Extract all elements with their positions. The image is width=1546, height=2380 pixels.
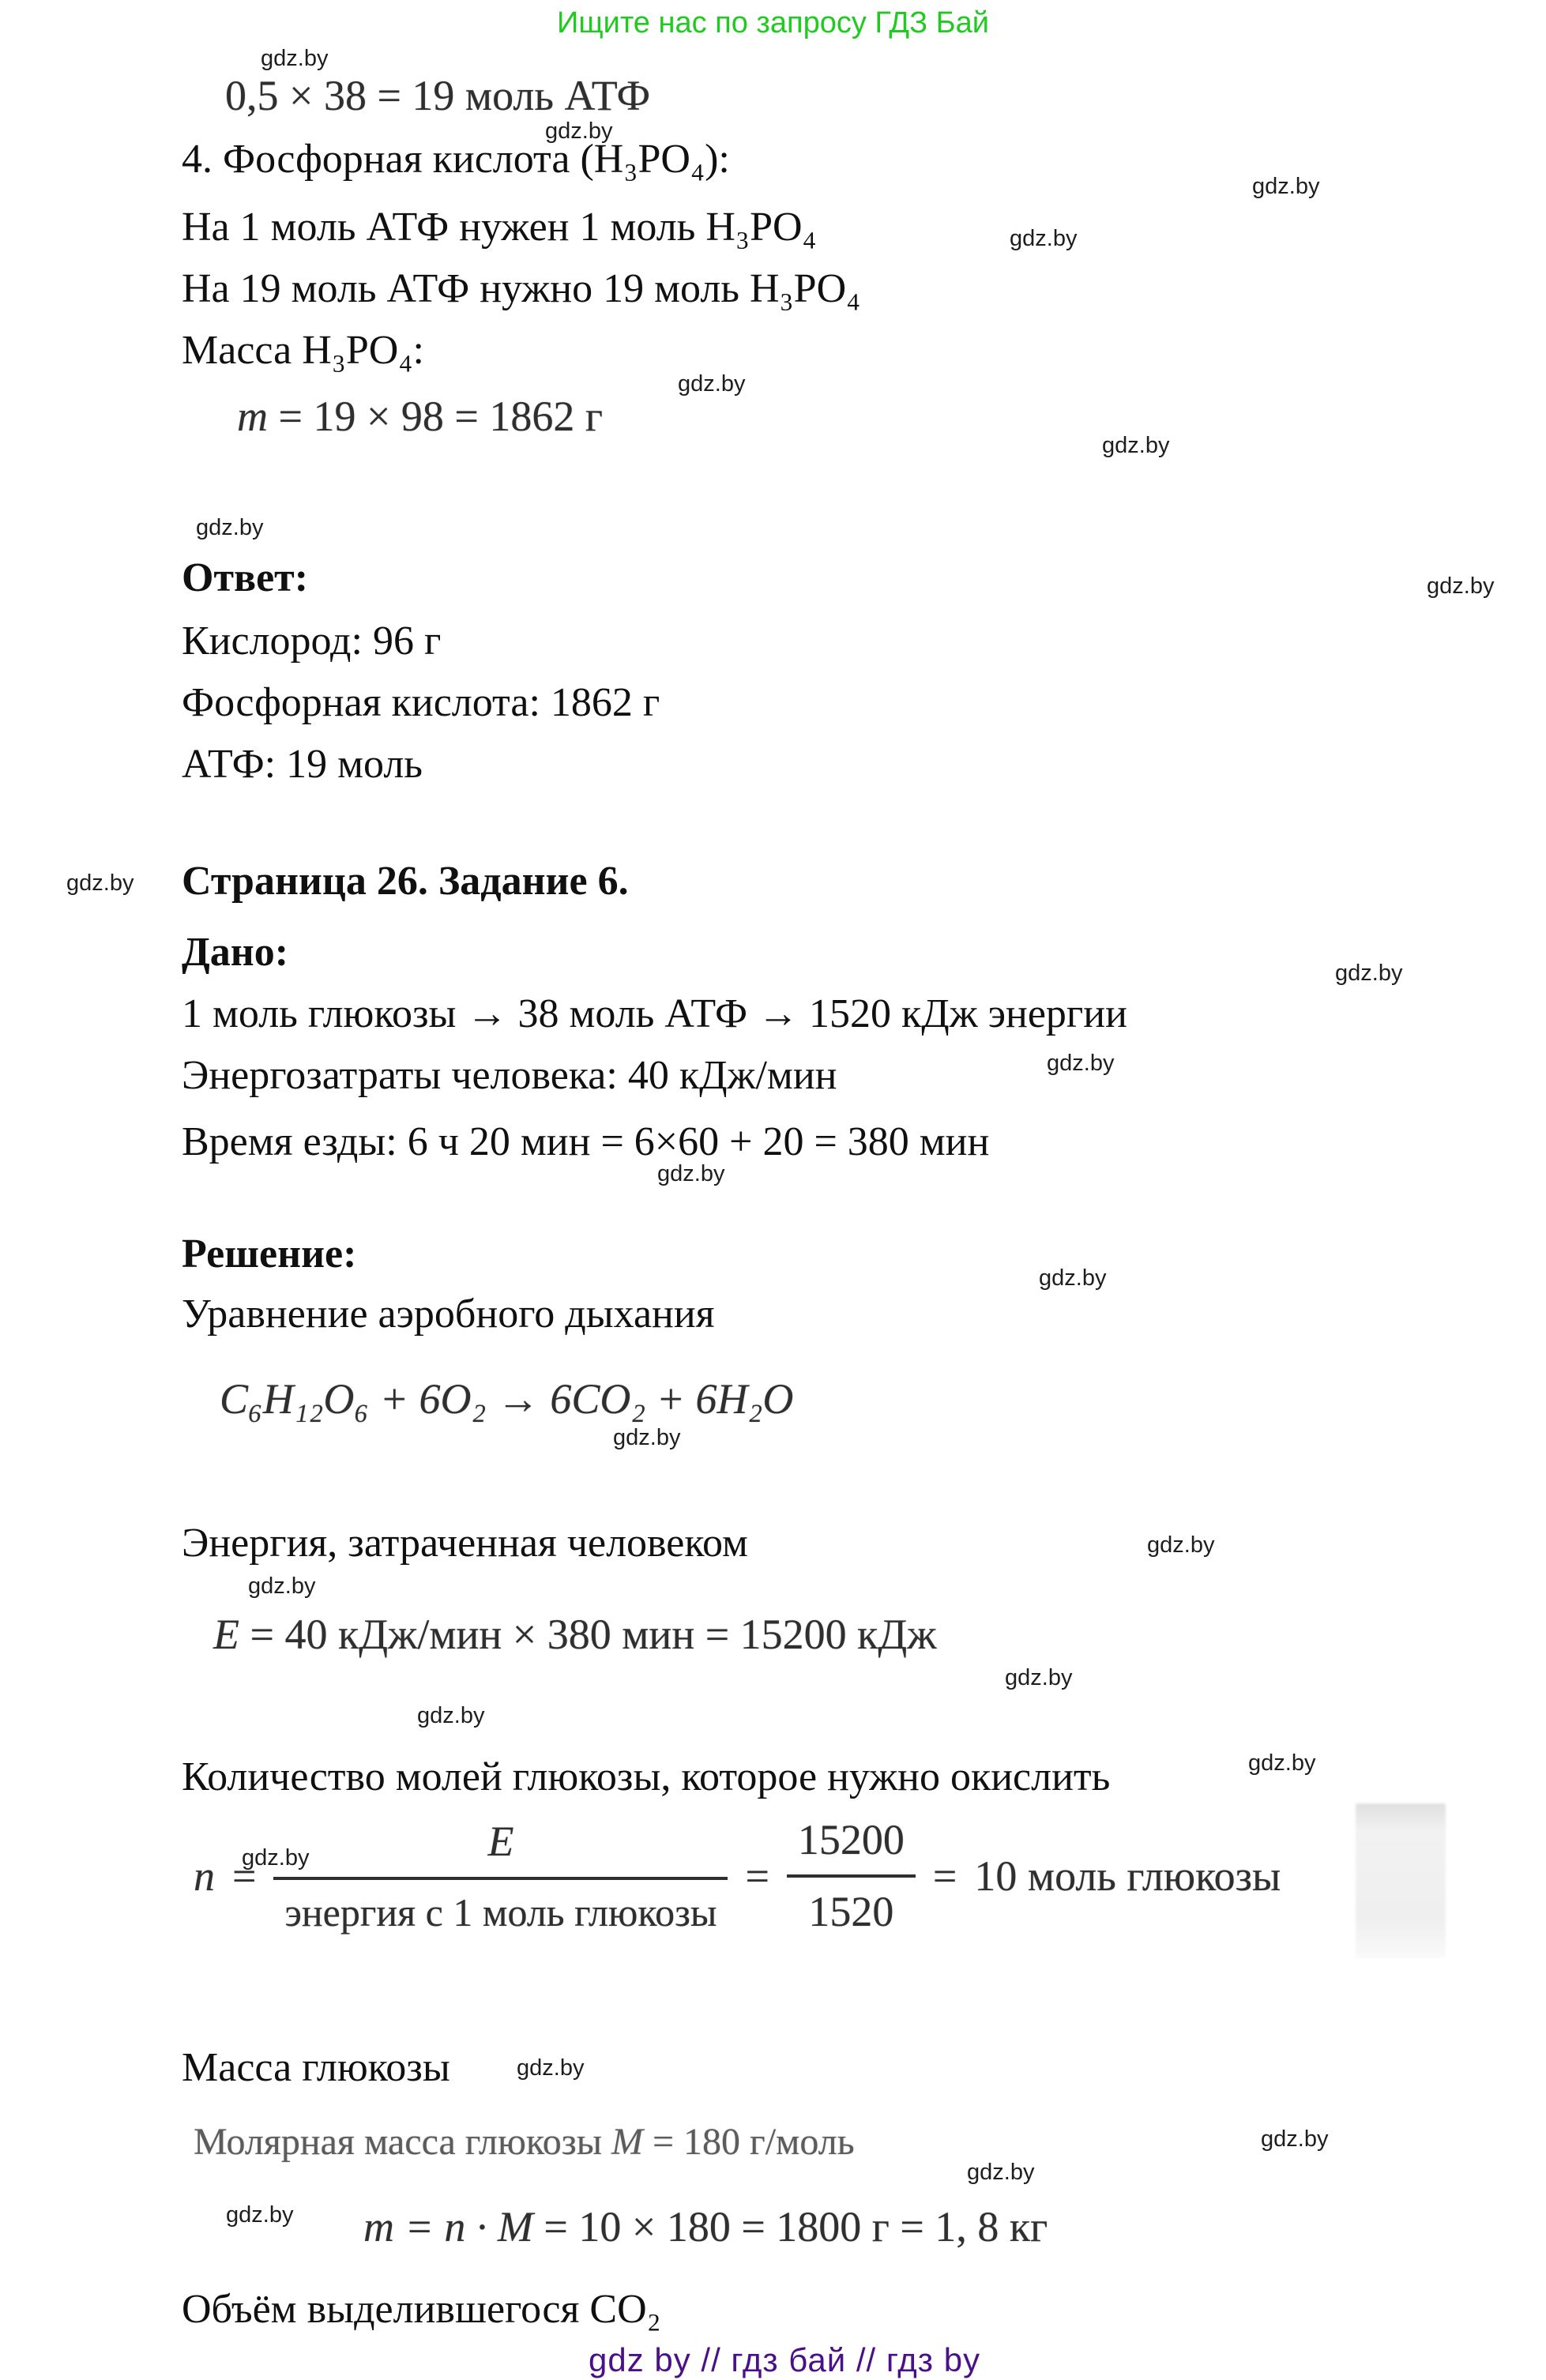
watermark: gdz.by [1427, 573, 1495, 599]
formula-variable: m [237, 393, 268, 440]
given-line-glucose: 1 моль глюкозы → 38 моль АТФ → 1520 кДж энергии [182, 991, 1127, 1036]
line-per-1-mole: На 1 моль АТФ нужен 1 моль H₃PO₄ [182, 205, 817, 250]
step4-label: Масса глюкозы [182, 2045, 450, 2090]
formula-glucose-moles [194, 1817, 1281, 1936]
step5-label: Объём выделившегося CO₂ [182, 2287, 661, 2332]
watermark: gdz.by [242, 1845, 310, 1871]
molar-mass-text: Молярная масса глюкозы [194, 2121, 611, 2163]
watermark: gdz.by [1248, 1750, 1316, 1776]
given-heading: Дано: [182, 930, 289, 975]
line-mass-label: Масса H₃PO₄: [182, 328, 424, 373]
step2-label: Энергия, затраченная человеком [182, 1521, 748, 1566]
answer-heading: Ответ: [182, 555, 309, 600]
fraction-denominator: энергия с 1 моль глюкозы [273, 1877, 728, 1934]
promo-header: Ищите нас по запросу ГДЗ Бай [557, 6, 989, 39]
solution-heading: Решение: [182, 1231, 357, 1276]
task6-heading: Страница 26. Задание 6. [182, 859, 629, 904]
watermark: gdz.by [196, 515, 264, 540]
watermark: gdz.by [613, 1425, 681, 1450]
fraction-denominator: 1520 [787, 1874, 916, 1935]
formula-variable: E [213, 1611, 239, 1658]
watermark: gdz.by [1261, 2126, 1329, 2152]
watermark: gdz.by [1005, 1665, 1073, 1690]
watermark: gdz.by [1102, 433, 1170, 458]
molar-mass-line [194, 2122, 855, 2164]
formula-variable: n [194, 1852, 215, 1900]
line-phosphoric-acid: 4. Фосфорная кислота (H₃PO₄): [182, 137, 730, 182]
watermark: gdz.by [1147, 1532, 1215, 1558]
equals-sign: = [932, 1852, 957, 1900]
formula-variable: M [611, 2121, 643, 2163]
formula-result: 10 моль глюкозы [974, 1852, 1281, 1900]
watermark: gdz.by [1039, 1265, 1107, 1291]
watermark: gdz.by [1047, 1051, 1115, 1076]
given-line-time: Время езды: 6 ч 20 мин = 6×60 + 20 = 380 мин [182, 1119, 990, 1164]
watermark: gdz.by [417, 1703, 485, 1728]
scan-artifact [1356, 1803, 1446, 1958]
fraction-numerator: 15200 [797, 1816, 905, 1863]
formula-respiration: C₆H₁₂O₆ + 6O₂ → 6CO₂ + 6H₂O [220, 1375, 794, 1423]
equals-sign: = [745, 1852, 769, 1900]
watermark: gdz.by [66, 870, 134, 896]
step3-label: Количество молей глюкозы, которое нужно окислить [182, 1754, 1111, 1799]
watermark: gdz.by [261, 46, 329, 71]
answer-oxygen: Кислород: 96 г [182, 618, 442, 664]
formula-body: = 19 × 98 = 1862 г [268, 393, 604, 440]
watermark: gdz.by [657, 1161, 725, 1186]
answer-atp: АТФ: 19 моль [182, 742, 423, 787]
formula-glucose-mass [363, 2204, 1048, 2250]
formula-energy [213, 1611, 937, 1658]
watermark: gdz.by [967, 2160, 1035, 2185]
watermark: gdz.by [226, 2202, 294, 2228]
fraction-energy [273, 1818, 728, 1934]
watermark: gdz.by [1010, 226, 1078, 251]
watermark: gdz.by [545, 118, 613, 144]
watermark: gdz.by [1252, 174, 1320, 199]
watermark: gdz.by [248, 1574, 316, 1599]
answer-acid: Фосфорная кислота: 1862 г [182, 680, 660, 725]
formula-body: = 40 кДж/мин × 380 мин = 15200 кДж [239, 1611, 937, 1658]
fraction-numerator: E [487, 1818, 514, 1866]
watermark: gdz.by [517, 2055, 585, 2081]
formula-body: = 10 × 180 = 1800 г = 1, 8 кг [532, 2203, 1048, 2250]
formula-atp-count: 0,5 × 38 = 19 моль АТФ [225, 72, 651, 119]
line-per-19-mole: На 19 моль АТФ нужно 19 моль H₃PO₄ [182, 266, 861, 311]
formula-variable: m = n · M [363, 2203, 533, 2250]
equals-sign: = [232, 1852, 257, 1900]
formula-mass-h3po4 [237, 393, 603, 440]
watermark: gdz.by [1335, 961, 1403, 986]
footer-promo: gdz by // гдз бай // гдз by [589, 2341, 981, 2378]
watermark: gdz.by [678, 371, 746, 397]
fraction-numbers [787, 1817, 916, 1936]
step1-label: Уравнение аэробного дыхания [182, 1292, 715, 1337]
given-line-energy: Энергозатраты человека: 40 кДж/мин [182, 1053, 837, 1098]
formula-body: = 180 г/моль [642, 2121, 855, 2163]
